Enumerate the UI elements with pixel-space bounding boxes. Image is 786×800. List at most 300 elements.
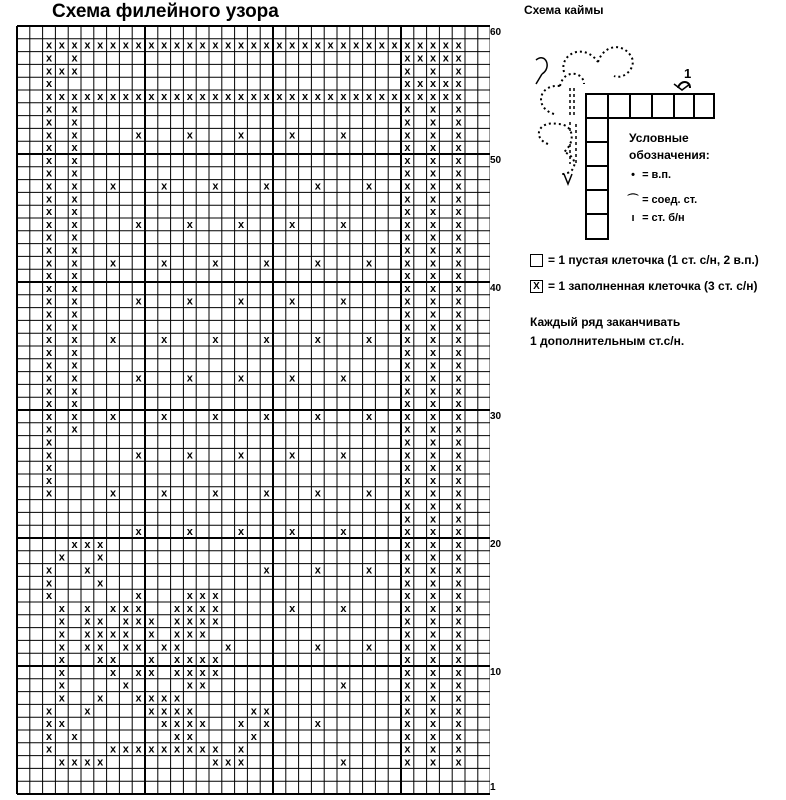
filled-cell-mark: x: [404, 295, 411, 308]
filled-cell-mark: x: [45, 321, 53, 334]
filled-cell-mark: x: [429, 743, 437, 756]
filled-cell-mark: x: [148, 654, 155, 667]
filled-cell-mark: x: [365, 641, 373, 654]
filled-cell-mark: x: [429, 270, 437, 283]
filled-cell-mark: x: [340, 526, 347, 539]
filled-cell-mark: x: [429, 577, 437, 590]
filled-cell-mark: x: [442, 39, 449, 52]
filled-cell-mark: x: [45, 103, 53, 116]
filled-cell-mark: x: [45, 487, 53, 500]
filled-cell-mark: x: [173, 730, 181, 743]
filled-cell-mark: x: [97, 628, 104, 641]
filled-cell-mark: x: [173, 705, 181, 718]
filled-cell-mark: x: [365, 90, 373, 103]
filled-cell-mark: x: [404, 602, 411, 615]
filled-cell-mark: x: [45, 206, 53, 219]
filled-cell-mark: x: [45, 372, 53, 385]
filled-cell-mark: x: [71, 103, 78, 116]
filled-cell-mark: x: [173, 654, 181, 667]
filled-cell-mark: x: [314, 257, 321, 270]
filled-cell-mark: x: [97, 551, 104, 564]
filled-cell-mark: x: [135, 590, 142, 603]
filled-cell-mark: x: [455, 513, 462, 526]
filled-cell-mark: x: [58, 602, 65, 615]
filled-cell-mark: x: [45, 90, 53, 103]
filled-cell-mark: x: [404, 65, 411, 78]
filled-cell-mark: x: [45, 142, 53, 155]
filled-cell-mark: x: [404, 564, 411, 577]
filled-cell-mark: x: [45, 449, 53, 462]
filled-cell-mark: x: [404, 231, 411, 244]
filled-cell-mark: x: [225, 39, 232, 52]
filled-cell-mark: x: [45, 129, 53, 142]
filled-cell-mark: x: [199, 590, 206, 603]
filled-cell-mark: x: [45, 257, 53, 270]
filled-cell-mark: x: [135, 602, 142, 615]
filled-cell-mark: x: [237, 218, 245, 231]
filled-cell-mark: x: [429, 538, 437, 551]
filled-cell-mark: x: [84, 538, 91, 551]
filled-cell-mark: x: [404, 270, 411, 283]
filled-cell-mark: x: [161, 641, 168, 654]
filled-cell-mark: x: [71, 321, 78, 334]
filled-cell-mark: x: [429, 129, 437, 142]
filled-cell-mark: x: [455, 423, 462, 436]
filled-cell-mark: x: [109, 410, 117, 423]
filled-cell-mark: x: [455, 743, 462, 756]
filled-cell-mark: x: [340, 295, 347, 308]
filled-cell-mark: x: [45, 154, 53, 167]
filled-cell-mark: x: [225, 641, 232, 654]
filled-cell-mark: x: [109, 90, 117, 103]
filled-cell-mark: x: [237, 743, 245, 756]
filled-cell-mark: x: [45, 705, 53, 718]
symbol-legend-title: [629, 130, 710, 164]
filled-cell-mark: x: [97, 654, 104, 667]
filled-cell-mark: x: [276, 90, 283, 103]
filled-cell-mark: x: [404, 129, 411, 142]
filled-cell-mark: x: [455, 65, 462, 78]
filled-cell-mark: x: [173, 641, 181, 654]
filled-cell-mark: x: [429, 615, 437, 628]
filled-cell-mark: x: [404, 666, 411, 679]
filled-cell-mark: x: [97, 641, 104, 654]
filled-cell-mark: x: [404, 308, 411, 321]
filled-cell-mark: x: [45, 423, 53, 436]
filled-cell-mark: x: [71, 398, 78, 411]
filled-cell-mark: x: [404, 500, 411, 513]
filled-cell-mark: x: [455, 730, 462, 743]
filled-cell-mark: x: [135, 743, 142, 756]
filled-cell-mark: x: [58, 615, 65, 628]
filled-cell-mark: x: [135, 449, 142, 462]
legend-chain-stitch-label: = в.п.: [642, 169, 672, 181]
row-number-label: 60: [490, 27, 502, 38]
filled-cell-mark: x: [404, 180, 411, 193]
filled-cell-mark: x: [455, 308, 462, 321]
filled-cell-mark: x: [429, 282, 437, 295]
filled-cell-mark: x: [45, 436, 53, 449]
filled-cell-mark: x: [109, 180, 117, 193]
filled-cell-mark: x: [429, 398, 437, 411]
filled-cell-mark: x: [404, 282, 411, 295]
filled-cell-mark: x: [404, 193, 411, 206]
filled-cell-mark: x: [71, 52, 78, 65]
tick-symbol-icon: ı: [631, 212, 635, 224]
filled-cell-mark: x: [84, 602, 91, 615]
filled-cell-mark: x: [122, 743, 129, 756]
filled-cell-mark: x: [455, 154, 462, 167]
filled-cell-mark: x: [404, 423, 411, 436]
filled-cell-mark: x: [455, 231, 462, 244]
filled-cell-mark: x: [45, 167, 53, 180]
filled-cell-mark: x: [340, 602, 347, 615]
filled-cell-mark: x: [429, 244, 437, 257]
filled-cell-mark: x: [455, 462, 462, 475]
filled-cell-mark: x: [173, 602, 181, 615]
filled-cell-mark: x: [186, 218, 193, 231]
filled-cell-mark: x: [161, 39, 168, 52]
page-title: Схема филейного узора: [52, 1, 279, 22]
filled-cell-mark: x: [404, 474, 411, 487]
filled-cell-mark: x: [161, 90, 168, 103]
filled-cell-mark: x: [289, 295, 296, 308]
filled-cell-mark: x: [135, 526, 142, 539]
row-number-label: 20: [490, 539, 502, 550]
filled-cell-mark: x: [122, 39, 129, 52]
filled-cell-mark: x: [212, 410, 219, 423]
filled-cell-mark: x: [212, 602, 219, 615]
filled-cell-mark: x: [71, 142, 78, 155]
filled-cell-mark: x: [135, 666, 142, 679]
filled-cell-mark: x: [237, 756, 245, 769]
filled-cell-mark: x: [276, 39, 283, 52]
filled-cell-mark: x: [404, 436, 411, 449]
filled-cell-mark: x: [225, 756, 232, 769]
filled-cell-mark: x: [455, 103, 462, 116]
filled-cell-mark: x: [429, 423, 437, 436]
filled-cell-mark: x: [45, 295, 53, 308]
filled-cell-mark: x: [71, 39, 78, 52]
row-number-label: 40: [490, 283, 502, 294]
arc-symbol-icon: ⌒: [627, 194, 639, 206]
filled-cell-mark: x: [404, 346, 411, 359]
filled-cell-mark: x: [135, 218, 142, 231]
filled-cell-mark: x: [250, 705, 257, 718]
filled-cell-mark: x: [429, 718, 437, 731]
filled-cell-mark: x: [455, 334, 462, 347]
filled-cell-mark: x: [365, 564, 373, 577]
filled-cell-mark: x: [429, 487, 437, 500]
filled-cell-mark: x: [58, 654, 65, 667]
filled-cell-mark: x: [429, 346, 437, 359]
filled-cell-mark: x: [404, 78, 411, 91]
filled-cell-mark: x: [404, 641, 411, 654]
empty-cell-icon: [530, 254, 543, 267]
filled-cell-mark: x: [71, 231, 78, 244]
filled-cell-mark: x: [263, 718, 270, 731]
filled-cell-mark: x: [455, 666, 462, 679]
filled-cell-mark: x: [429, 167, 437, 180]
filled-cell-mark: x: [161, 705, 168, 718]
filled-cell-mark: x: [71, 423, 78, 436]
filled-cell-mark: x: [186, 615, 193, 628]
filled-cell-mark: x: [429, 103, 437, 116]
filled-cell-mark: x: [186, 449, 193, 462]
filled-cell-mark: x: [455, 244, 462, 257]
filled-cell-mark: x: [442, 78, 449, 91]
filled-cell-mark: x: [109, 628, 117, 641]
filled-cell-mark: x: [45, 180, 53, 193]
filled-cell-mark: x: [429, 206, 437, 219]
filled-cell-mark: x: [71, 270, 78, 283]
filled-cell-mark: x: [212, 39, 219, 52]
filled-cell-mark: x: [404, 577, 411, 590]
filled-cell-mark: x: [327, 90, 334, 103]
filled-cell-mark: x: [97, 538, 104, 551]
row-number-label: 1: [490, 782, 496, 794]
filled-cell-mark: x: [212, 180, 219, 193]
filled-cell-mark: x: [353, 90, 360, 103]
filled-cell-mark: x: [263, 487, 270, 500]
filled-cell-mark: x: [161, 743, 168, 756]
filled-cell-mark: x: [455, 206, 462, 219]
filled-cell-mark: x: [199, 39, 206, 52]
filled-cell-mark: x: [263, 334, 270, 347]
filled-cell-mark: x: [173, 666, 181, 679]
filled-cell-mark: x: [186, 39, 193, 52]
filled-cell-mark: x: [45, 398, 53, 411]
filled-cell-mark: x: [71, 359, 78, 372]
filled-cell-mark: x: [429, 500, 437, 513]
filled-cell-mark: x: [429, 154, 437, 167]
filled-cell-mark: x: [455, 538, 462, 551]
filled-cell-mark: x: [404, 257, 411, 270]
filled-cell-mark: x: [429, 359, 437, 372]
filled-cell-mark: x: [455, 705, 462, 718]
filled-cell-mark: x: [186, 628, 193, 641]
filled-cell-mark: x: [97, 39, 104, 52]
filled-cell-mark: x: [199, 743, 206, 756]
filled-cell-mark: x: [250, 39, 257, 52]
filled-cell-mark: x: [378, 39, 385, 52]
filled-cell-mark: x: [404, 206, 411, 219]
filled-cell-mark: x: [212, 615, 219, 628]
filled-cell-mark: x: [45, 410, 53, 423]
filled-cell-mark: x: [429, 372, 437, 385]
filled-cell-mark: x: [186, 654, 193, 667]
filled-cell-mark: x: [289, 90, 296, 103]
filled-cell-mark: x: [148, 743, 155, 756]
filled-cell-mark: x: [212, 743, 219, 756]
filled-cell-mark: x: [237, 526, 245, 539]
filled-cell-mark: x: [109, 39, 117, 52]
filled-cell-mark: x: [71, 218, 78, 231]
filled-cell-mark: x: [404, 398, 411, 411]
filled-cell-mark: x: [429, 39, 437, 52]
row-number-label: 50: [490, 155, 502, 166]
filled-cell-mark: x: [404, 385, 411, 398]
filled-cell-mark: x: [71, 180, 78, 193]
filled-cell-mark: x: [135, 129, 142, 142]
filled-cell-mark: x: [135, 39, 142, 52]
filled-cell-mark: x: [455, 398, 462, 411]
filled-cell-mark: x: [455, 218, 462, 231]
filled-cell-mark: x: [314, 487, 321, 500]
filled-cell-mark: x: [429, 410, 437, 423]
filled-cell-mark: x: [455, 142, 462, 155]
filled-cell-mark: x: [455, 590, 462, 603]
filled-cell-mark: x: [404, 321, 411, 334]
filled-cell-mark: x: [71, 410, 78, 423]
filled-cell-mark: x: [71, 193, 78, 206]
filled-cell-mark: x: [404, 154, 411, 167]
legend-single-crochet: [627, 212, 685, 224]
filled-cell-mark: x: [404, 513, 411, 526]
filled-cell-mark: x: [186, 705, 193, 718]
filled-cell-mark: x: [45, 385, 53, 398]
filled-cell-mark: x: [429, 193, 437, 206]
key-filled-cell-label: = 1 заполненная клеточка (3 ст. с/н): [548, 279, 758, 293]
filled-cell-mark: x: [404, 142, 411, 155]
filled-cell-mark: x: [314, 641, 321, 654]
filled-cell-mark: x: [212, 334, 219, 347]
filled-cell-mark: x: [84, 564, 91, 577]
filled-cell-mark: x: [71, 65, 78, 78]
filled-cell-mark: x: [45, 282, 53, 295]
filled-cell-mark: x: [340, 39, 347, 52]
filled-cell-mark: x: [186, 679, 193, 692]
filled-cell-mark: x: [148, 628, 155, 641]
filled-cell-mark: x: [365, 410, 373, 423]
filled-cell-mark: x: [429, 513, 437, 526]
filled-cell-mark: x: [237, 39, 245, 52]
filled-cell-mark: x: [429, 52, 437, 65]
filled-cell-mark: x: [109, 743, 117, 756]
filled-cell-mark: x: [212, 257, 219, 270]
filled-cell-mark: x: [186, 90, 193, 103]
filled-cell-mark: x: [442, 52, 449, 65]
filled-cell-mark: x: [429, 449, 437, 462]
filled-cell-mark: x: [404, 590, 411, 603]
filled-cell-mark: x: [212, 654, 219, 667]
filled-cell-mark: x: [289, 526, 296, 539]
filled-cell-mark: x: [455, 487, 462, 500]
filled-cell-mark: x: [442, 90, 449, 103]
filled-cell-mark: x: [71, 282, 78, 295]
filled-cell-mark: x: [135, 615, 142, 628]
filled-cell-mark: x: [135, 641, 142, 654]
filled-cell-mark: x: [429, 551, 437, 564]
filled-cell-mark: x: [429, 385, 437, 398]
filled-cell-mark: x: [365, 180, 373, 193]
filled-cell-mark: x: [340, 90, 347, 103]
filled-cell-mark: x: [71, 206, 78, 219]
filled-cell-mark: x: [212, 590, 219, 603]
filled-cell-mark: x: [263, 90, 270, 103]
filled-cell-mark: x: [84, 615, 91, 628]
filled-cell-mark: x: [289, 372, 296, 385]
filled-cell-mark: x: [429, 666, 437, 679]
filled-cell-mark: x: [71, 756, 78, 769]
filled-cell-mark: x: [58, 692, 65, 705]
filled-cell-mark: x: [97, 756, 104, 769]
filled-cell-mark: x: [148, 666, 155, 679]
filled-cell-mark: x: [225, 90, 232, 103]
filled-cell-mark: x: [404, 244, 411, 257]
filled-cell-mark: x: [429, 692, 437, 705]
filled-cell-mark: x: [58, 90, 65, 103]
filled-cell-mark: x: [429, 590, 437, 603]
filled-cell-mark: x: [45, 39, 53, 52]
filled-cell-mark: x: [45, 334, 53, 347]
filled-cell-icon: X: [530, 280, 543, 293]
filled-cell-mark: x: [45, 116, 53, 129]
filled-cell-mark: x: [84, 90, 91, 103]
filled-cell-mark: x: [455, 410, 462, 423]
filled-cell-mark: x: [58, 718, 65, 731]
filled-cell-mark: x: [58, 756, 65, 769]
row-number-label: 10: [490, 667, 502, 678]
filled-cell-mark: x: [237, 718, 245, 731]
filled-cell-mark: x: [429, 730, 437, 743]
filled-cell-mark: x: [455, 52, 462, 65]
filled-cell-mark: x: [289, 449, 296, 462]
filled-cell-mark: x: [58, 65, 65, 78]
filled-cell-mark: x: [199, 615, 206, 628]
filled-cell-mark: x: [84, 756, 91, 769]
filled-cell-mark: x: [404, 218, 411, 231]
note-line-2: 1 дополнительным ст.с/н.: [530, 334, 685, 348]
filled-cell-mark: x: [109, 257, 117, 270]
filled-cell-mark: x: [71, 257, 78, 270]
filled-cell-mark: x: [455, 282, 462, 295]
filled-cell-mark: x: [404, 372, 411, 385]
filled-cell-mark: x: [148, 39, 155, 52]
filled-cell-mark: x: [122, 615, 129, 628]
filled-cell-mark: x: [289, 39, 296, 52]
filled-cell-mark: x: [455, 718, 462, 731]
filled-cell-mark: x: [429, 462, 437, 475]
filled-cell-mark: x: [429, 308, 437, 321]
filled-cell-mark: x: [45, 346, 53, 359]
filled-cell-mark: x: [186, 730, 193, 743]
filled-cell-mark: x: [71, 295, 78, 308]
legend-slip-stitch: [627, 191, 697, 207]
filled-cell-mark: x: [109, 602, 117, 615]
filled-cell-mark: x: [455, 321, 462, 334]
filled-cell-mark: x: [237, 90, 245, 103]
filled-cell-mark: x: [135, 372, 142, 385]
filled-cell-mark: x: [404, 39, 411, 52]
filled-cell-mark: x: [250, 90, 257, 103]
legend-slip-stitch-label: = соед. ст.: [642, 194, 698, 206]
filled-cell-mark: x: [429, 654, 437, 667]
filled-cell-mark: x: [404, 449, 411, 462]
filled-cell-mark: x: [455, 449, 462, 462]
border-diagram-title: Схема каймы: [524, 3, 604, 17]
filled-cell-mark: x: [404, 116, 411, 129]
filled-cell-mark: x: [289, 602, 296, 615]
filled-cell-mark: x: [455, 385, 462, 398]
filled-cell-mark: x: [404, 743, 411, 756]
filled-cell-mark: x: [404, 551, 411, 564]
filled-cell-mark: x: [109, 334, 117, 347]
filled-cell-mark: x: [353, 39, 360, 52]
filled-cell-mark: x: [71, 90, 78, 103]
filled-cell-mark: x: [429, 334, 437, 347]
filled-cell-mark: x: [122, 628, 129, 641]
